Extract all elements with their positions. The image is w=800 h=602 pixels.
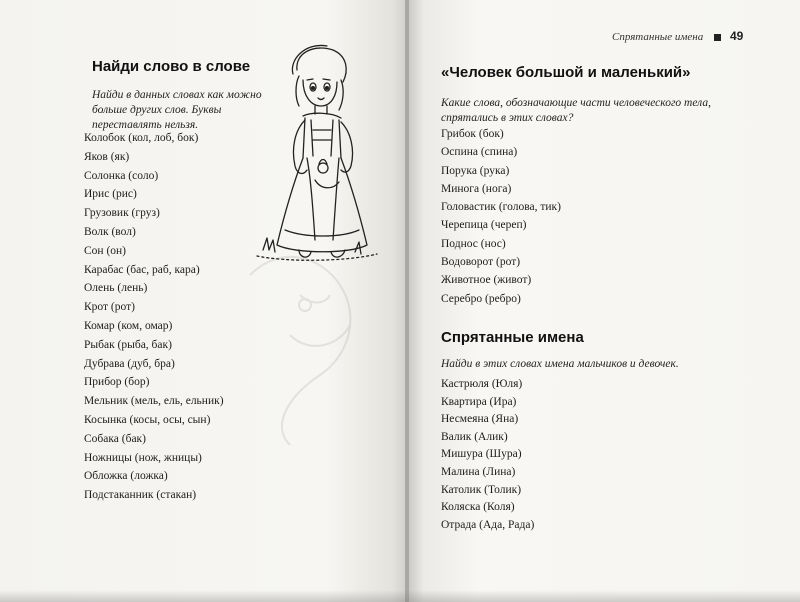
right-section2-title: Спрятанные имена bbox=[441, 329, 584, 346]
list-item: Поднос (нос) bbox=[441, 237, 506, 250]
list-item: Животное (живот) bbox=[441, 274, 532, 287]
hidden-names-list bbox=[441, 376, 534, 534]
list-item: Валик (Алик) bbox=[441, 430, 508, 443]
list-item: Рыбак (рыба, бак) bbox=[84, 338, 172, 351]
right-section1-title: «Человек большой и маленький» bbox=[441, 64, 691, 81]
list-item: Яков (як) bbox=[84, 150, 130, 163]
list-item: Отрада (Ада, Рада) bbox=[441, 518, 535, 531]
right-section2-instruction: Найди в этих словах имена мальчиков и девочек. bbox=[441, 358, 679, 370]
square-bullet-icon bbox=[714, 34, 721, 41]
bleed-through-sketch bbox=[230, 235, 390, 455]
list-item: Мельник (мель, ель, ельник) bbox=[84, 395, 224, 408]
list-item: Крот (рот) bbox=[84, 301, 135, 314]
right-section1-instruction: Какие слова, обозначающие части человеческого тела, спрятались в этих словах? bbox=[441, 97, 711, 124]
list-item: Ирис (рис) bbox=[84, 188, 137, 201]
list-item: Оспина (спина) bbox=[441, 146, 518, 159]
list-item: Кастрюля (Юля) bbox=[441, 378, 523, 390]
list-item: Подстаканник (стакан) bbox=[84, 489, 197, 502]
list-item: Обложка (ложка) bbox=[84, 470, 168, 483]
list-item: Квартира (Ира) bbox=[441, 395, 517, 408]
page-number: 49 bbox=[730, 29, 744, 43]
list-item: Серебро (ребро) bbox=[441, 292, 521, 305]
list-item: Солонка (соло) bbox=[84, 169, 159, 182]
list-item: Карабас (бас, раб, кара) bbox=[84, 263, 200, 276]
left-word-list bbox=[84, 129, 224, 505]
list-item: Водоворот (рот) bbox=[441, 256, 521, 269]
list-item: Несмеяна (Яна) bbox=[441, 413, 519, 426]
list-item: Минога (нога) bbox=[441, 182, 512, 195]
list-item: Черепица (череп) bbox=[441, 219, 527, 232]
list-item: Грибок (бок) bbox=[441, 128, 504, 140]
book-spine bbox=[405, 0, 409, 602]
list-item: Коляска (Коля) bbox=[441, 501, 515, 514]
list-item: Прибор (бор) bbox=[84, 376, 150, 389]
list-item: Католик (Толик) bbox=[441, 483, 522, 496]
list-item: Колобок (кол, лоб, бок) bbox=[84, 132, 199, 144]
list-item: Комар (ком, омар) bbox=[84, 319, 173, 332]
list-item: Сон (он) bbox=[84, 244, 127, 257]
page-bottom-shadow bbox=[0, 590, 800, 602]
list-item: Грузовик (груз) bbox=[84, 207, 160, 220]
list-item: Дубрава (дуб, бра) bbox=[84, 357, 175, 370]
list-item: Собака (бак) bbox=[84, 432, 146, 445]
list-item: Волк (вол) bbox=[84, 225, 136, 238]
list-item: Мишура (Шура) bbox=[441, 448, 522, 461]
list-item: Порука (рука) bbox=[441, 164, 510, 177]
girl-in-bonnet-illustration bbox=[255, 40, 380, 265]
list-item: Малина (Лина) bbox=[441, 465, 516, 478]
running-title: Спрятанные имена bbox=[612, 31, 704, 43]
left-section-title: Найди слово в слове bbox=[92, 58, 251, 75]
list-item: Ножницы (нож, жницы) bbox=[84, 451, 202, 464]
list-item: Головастик (голова, тик) bbox=[441, 201, 561, 214]
list-item: Косынка (косы, осы, сын) bbox=[84, 413, 211, 426]
body-parts-list bbox=[441, 125, 561, 308]
left-section-instruction: Найди в данных словах как можно больше других слов. Буквы переставлять нельзя. bbox=[92, 89, 262, 131]
list-item: Олень (лень) bbox=[84, 282, 148, 295]
